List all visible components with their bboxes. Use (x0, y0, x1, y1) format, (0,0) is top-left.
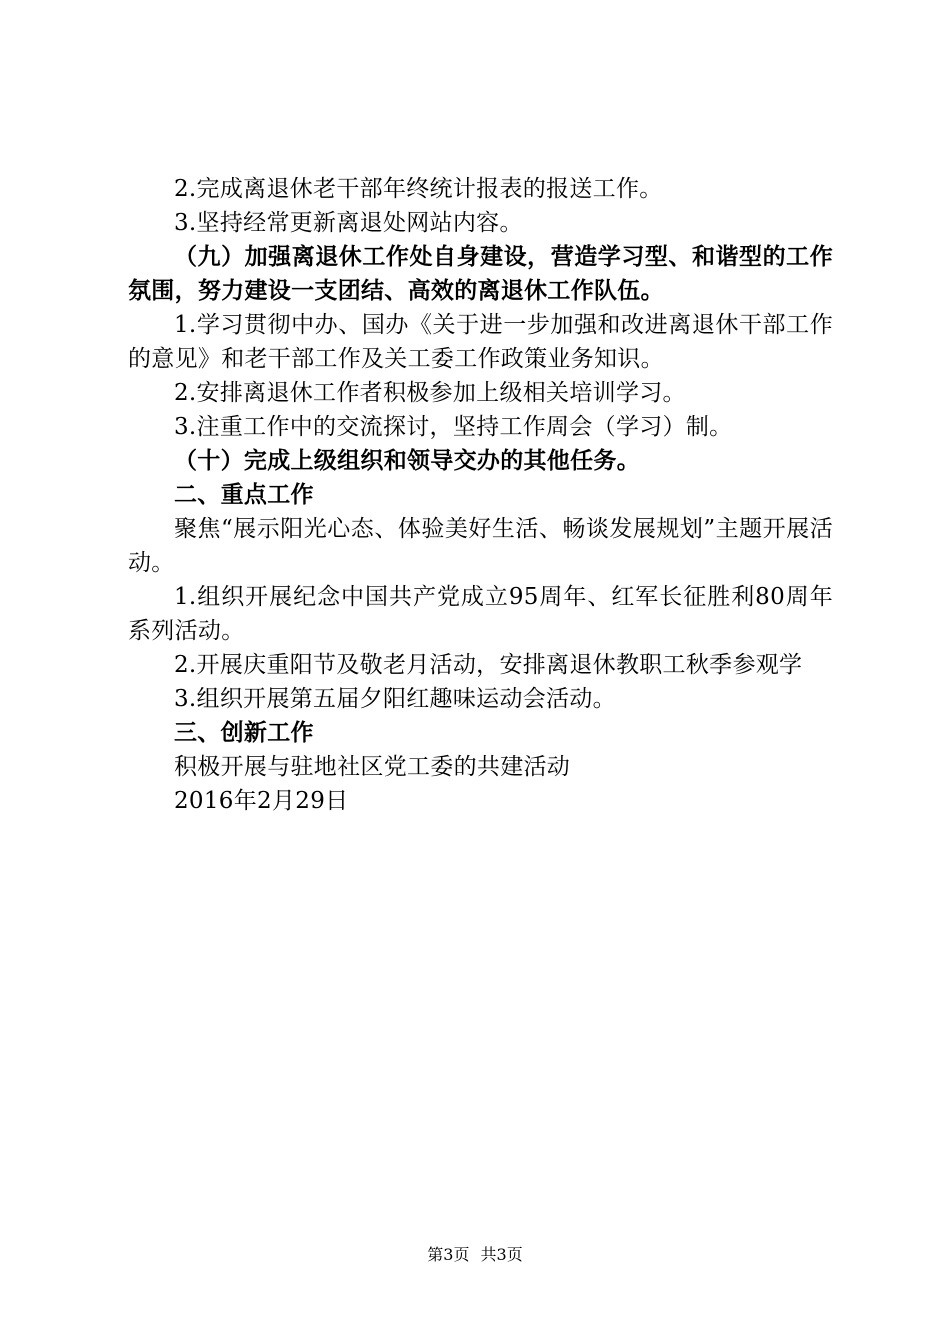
paragraph-weekly-meeting: 3.注重工作中的交流探讨，坚持工作周会（学习）制。 (174, 414, 733, 440)
section-heading-innovation: 三、创新工作 (174, 720, 314, 746)
paragraph-training: 2.安排离退休工作者积极参加上级相关培训学习。 (174, 380, 686, 406)
paragraph-study-policy: 1.学习贯彻中办、国办《关于进一步加强和改进离退休干部工作的意见》和老干部工作及关工委工作政策业务知识。 (128, 312, 833, 372)
section-heading-ten: （十）完成上级组织和领导交办的其他任务。 (174, 448, 640, 474)
paragraph-anniversary-activities: 1.组织开展纪念中国共产党成立95周年、红军长征胜利80周年系列活动。 (128, 584, 833, 644)
section-heading-key-work: 二、重点工作 (174, 482, 314, 508)
section-heading-nine: （九）加强离退休工作处自身建设，营造学习型、和谐型的工作氛围，努力建设一支团结、高效的离退休工作队伍。 (128, 244, 833, 304)
page-number: 第3页 (427, 1245, 470, 1264)
paragraph-sports-meeting: 3.组织开展第五届夕阳红趣味运动会活动。 (174, 686, 616, 712)
page-footer (0, 1245, 950, 1265)
paragraph-theme-activity: 聚焦“展示阳光心态、体验美好生活、畅谈发展规划”主题开展活动。 (128, 516, 833, 576)
paragraph-double-ninth: 2.开展庆重阳节及敬老月活动，安排离退休教职工秋季参观学 (174, 652, 803, 678)
document-body (128, 172, 833, 818)
paragraph-community-building: 积极开展与驻地社区党工委的共建活动 (174, 754, 571, 780)
document-date: 2016年2月29日 (174, 788, 349, 814)
page-total: 共3页 (480, 1245, 523, 1264)
paragraph-report-submission: 2.完成离退休老干部年终统计报表的报送工作。 (174, 176, 663, 202)
paragraph-website-update: 3.坚持经常更新离退处网站内容。 (174, 210, 523, 236)
